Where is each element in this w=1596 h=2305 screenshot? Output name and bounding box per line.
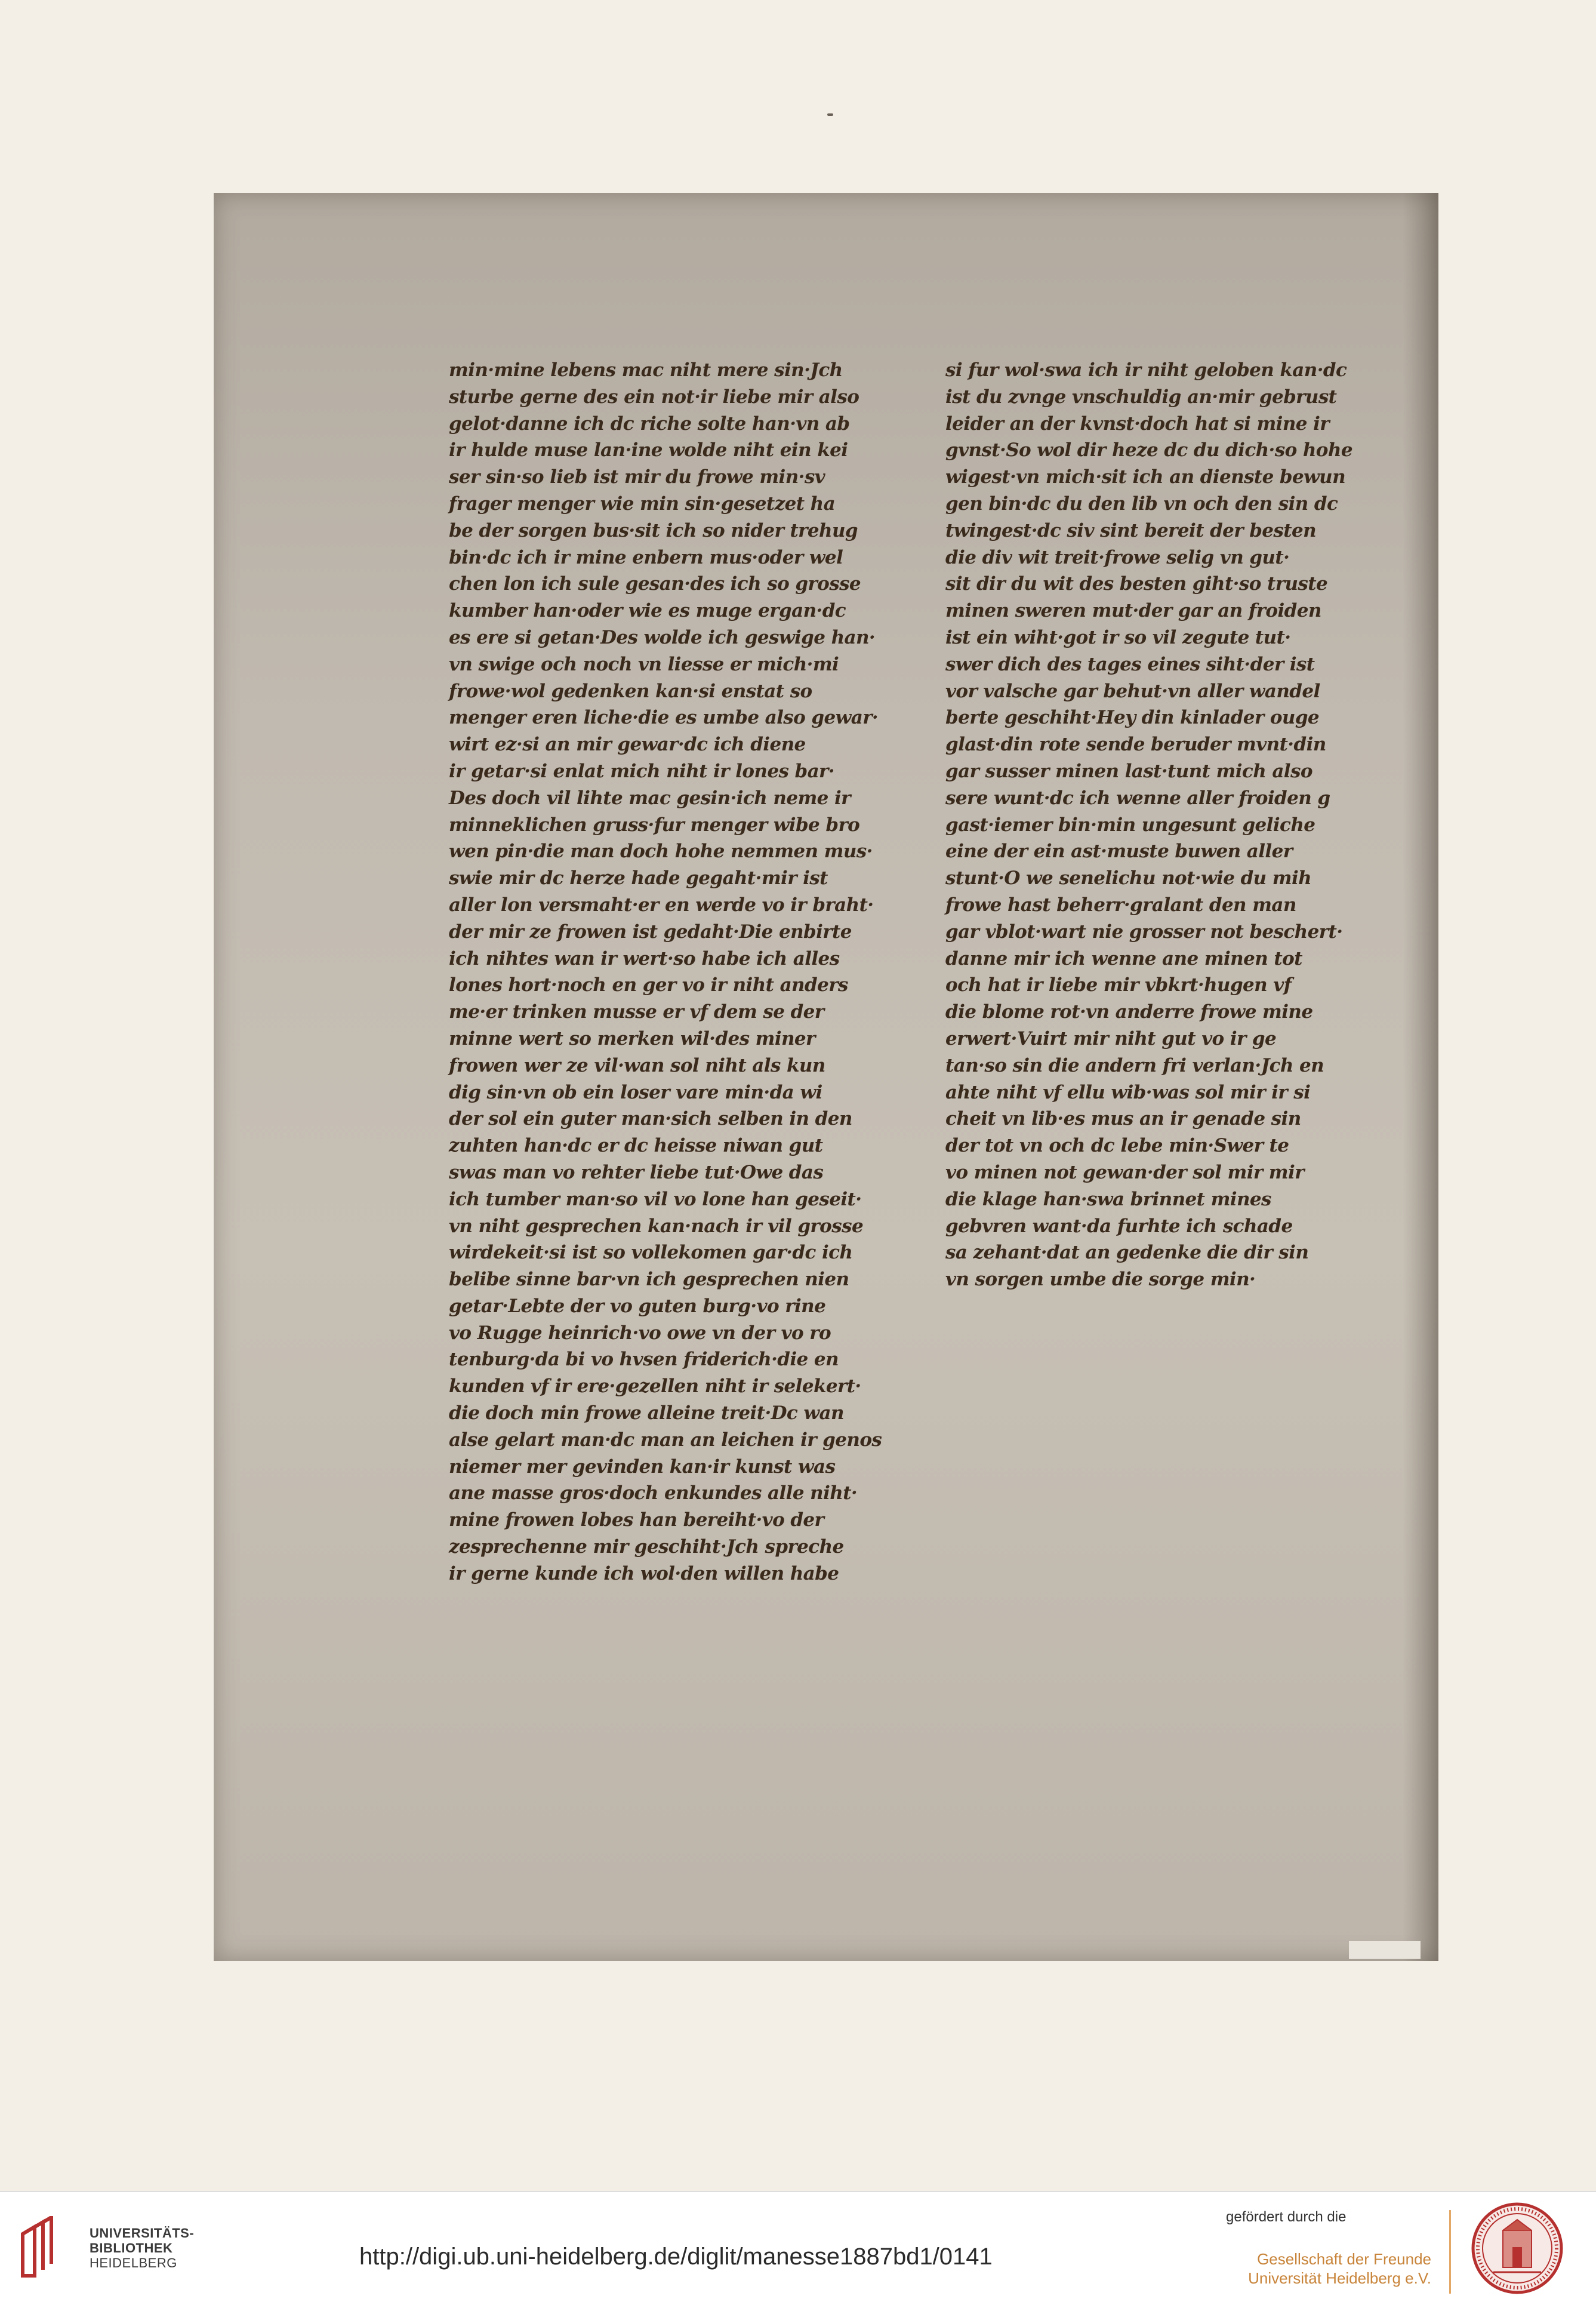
manuscript-line: ir hulde muse lan·ine wolde niht ein kei <box>449 439 848 461</box>
manuscript-line: wen pin·die man doch hohe nemmen mus· <box>449 841 873 863</box>
manuscript-line: ir getar·si enlat mich niht ir lones bar· <box>449 760 834 782</box>
manuscript-line: chen lon ich sule gesan·des ich so grosse <box>449 573 861 595</box>
manuscript-line: frowe·wol gedenken kan·si enstat so <box>449 680 812 702</box>
manuscript-line: stunt·O we senelichu not·wie du mih <box>945 867 1312 890</box>
manuscript-line: gelot·danne ich dc riche solte han·vn ab <box>449 413 850 435</box>
manuscript-line: kumber han·oder wie es muge ergan·dc <box>449 600 846 622</box>
manuscript-line: der tot vn och dc lebe min·Swer te <box>945 1135 1289 1157</box>
manuscript-line: die div wit treit·frowe selig vn gut· <box>945 546 1290 568</box>
manuscript-line: menger eren liche·die es umbe also gewar· <box>449 707 879 729</box>
manuscript-line: swie mir dc herze hade gegaht·mir ist <box>449 867 828 890</box>
manuscript-line: erwert·Vuirt mir niht gut vo ir ge <box>945 1027 1277 1050</box>
manuscript-line: gar susser minen last·tunt mich also <box>945 760 1312 782</box>
manuscript-line: twingest·dc siv sint bereit der besten <box>945 519 1317 541</box>
manuscript-line: frager menger wie min sin·gesetzet ha <box>449 493 836 515</box>
manuscript-left-column <box>449 357 926 1587</box>
manuscript-line: belibe sinne bar·vn ich gesprechen nien <box>449 1269 849 1291</box>
library-name-line3: HEIDELBERG <box>90 2255 177 2270</box>
sponsor-name-line2: Universität Heidelberg e.V. <box>1248 2269 1431 2287</box>
manuscript-line: och hat ir liebe mir vbkrt·hugen vf <box>945 974 1292 996</box>
manuscript-line: die blome rot·vn anderre frowe mine <box>945 1001 1313 1023</box>
manuscript-line: gast·iemer bin·min ungesunt geliche <box>945 814 1315 836</box>
university-seal-icon <box>1469 2201 1565 2296</box>
manuscript-line: ich nihtes wan ir wert·so habe ich alles <box>449 947 840 970</box>
library-name-line1: UNIVERSITÄTS- <box>90 2226 195 2241</box>
manuscript-line: me·er trinken musse er vf dem se der <box>449 1001 824 1023</box>
manuscript-line: vor valsche gar behut·vn aller wandel <box>945 680 1320 702</box>
sponsor-intro: gefördert durch die <box>1226 2209 1347 2225</box>
manuscript-line: minen sweren mut·der gar an froiden <box>945 600 1321 622</box>
manuscript-line: lones hort·noch en ger vo ir niht anders <box>449 974 848 996</box>
manuscript-line: swer dich des tages eines siht·der ist <box>945 653 1315 675</box>
manuscript-line: glast·din rote sende beruder mvnt·din <box>945 734 1326 756</box>
manuscript-line: wigest·vn mich·sit ich an dienste bewun <box>945 466 1346 488</box>
manuscript-line: frowen wer ze vil·wan sol niht als kun <box>449 1054 825 1076</box>
manuscript-line: ahte niht vf ellu wib·was sol mir ir si <box>945 1081 1311 1103</box>
manuscript-line: ist du zvnge vnschuldig an·mir gebrust <box>945 386 1337 408</box>
manuscript-line: mine frowen lobes han bereiht·vo der <box>449 1509 824 1531</box>
manuscript-line: min·mine lebens mac niht mere sin·Jch <box>449 359 843 381</box>
permalink-url[interactable]: http://digi.ub.uni-heidelberg.de/diglit/manesse1887bd1/0141 <box>359 2244 993 2270</box>
manuscript-line: es ere si getan·Des wolde ich geswige han· <box>449 626 876 648</box>
manuscript-line: si fur wol·swa ich ir niht geloben kan·dc <box>945 359 1347 381</box>
manuscript-line: ane masse gros·doch enkundes alle niht· <box>449 1482 858 1504</box>
manuscript-line: niemer mer gevinden kan·ir kunst was <box>449 1455 836 1478</box>
manuscript-line: minneklichen gruss·fur menger wibe bro <box>449 814 860 836</box>
manuscript-line: gvnst·So wol dir heze dc du dich·so hohe <box>945 439 1352 461</box>
manuscript-right-column <box>945 357 1381 1293</box>
manuscript-line: sturbe gerne des ein not·ir liebe mir also <box>449 386 859 408</box>
manuscript-line: swas man vo rehter liebe tut·Owe das <box>449 1161 824 1183</box>
manuscript-line: eine der ein ast·muste buwen aller <box>945 841 1293 863</box>
manuscript-line: berte geschiht·Hey din kinlader ouge <box>945 707 1320 729</box>
manuscript-line: zuhten han·dc er dc heisse niwan gut <box>449 1135 823 1157</box>
sponsor-name <box>1222 2249 1431 2288</box>
manuscript-line: ich tumber man·so vil vo lone han geseit· <box>449 1188 862 1210</box>
manuscript-line: tenburg·da bi vo hvsen friderich·die en <box>449 1349 839 1371</box>
manuscript-line: tan·so sin die andern fri verlan·Jch en <box>945 1054 1324 1076</box>
sponsor-name-line1: Gesellschaft der Freunde <box>1257 2250 1431 2268</box>
manuscript-line: kunden vf ir ere·gezellen niht ir selekert· <box>449 1375 861 1398</box>
manuscript-line: die klage han·swa brinnet mines <box>945 1188 1271 1210</box>
manuscript-line: zesprechenne mir geschiht·Jch spreche <box>449 1536 844 1558</box>
manuscript-line: alse gelart man·dc man an leichen ir genos <box>449 1429 882 1451</box>
manuscript-line: getar·Lebte der vo guten burg·vo rine <box>449 1295 826 1317</box>
library-name <box>90 2226 194 2270</box>
footer-divider <box>1449 2210 1451 2294</box>
manuscript-line: ist ein wiht·got ir so vil zegute tut· <box>945 626 1291 648</box>
footer-bar <box>0 2191 1596 2305</box>
manuscript-line: sere wunt·dc ich wenne aller froiden g <box>945 787 1330 809</box>
manuscript-line: minne wert so merken wil·des miner <box>449 1027 815 1050</box>
manuscript-line: leider an der kvnst·doch hat si mine ir <box>945 413 1329 435</box>
manuscript-line: der mir ze frowen ist gedaht·Die enbirte <box>449 921 852 943</box>
manuscript-line: vo Rugge heinrich·vo owe vn der vo ro <box>449 1322 831 1344</box>
manuscript-line: der sol ein guter man·sich selben in den <box>449 1108 852 1130</box>
manuscript-line: wirt ez·si an mir gewar·dc ich diene <box>449 734 806 756</box>
manuscript-line: gar vblot·wart nie grosser not beschert· <box>945 921 1343 943</box>
manuscript-line: dig sin·vn ob ein loser vare min·da wi <box>449 1081 822 1103</box>
university-library-logo-icon <box>17 2216 57 2281</box>
manuscript-line: vn sorgen umbe die sorge min· <box>945 1269 1256 1291</box>
manuscript-line: danne mir ich wenne ane minen tot <box>945 947 1302 970</box>
manuscript-line: aller lon versmaht·er en werde vo ir braht· <box>449 894 874 916</box>
manuscript-line: ir gerne kunde ich wol·den willen habe <box>449 1562 839 1584</box>
manuscript-line: sa zehant·dat an gedenke die dir sin <box>945 1242 1309 1264</box>
manuscript-line: sit dir du wit des besten giht·so truste <box>945 573 1328 595</box>
manuscript-line: gen bin·dc du den lib vn och den sin dc <box>945 493 1338 515</box>
manuscript-line: be der sorgen bus·sit ich so nider trehug <box>449 519 858 541</box>
plate-corner-tab <box>1349 1941 1421 1959</box>
dust-mark <box>827 113 833 116</box>
library-name-line2: BIBLIOTHEK <box>90 2241 173 2255</box>
manuscript-line: vn niht gesprechen kan·nach ir vil grosse <box>449 1215 864 1237</box>
manuscript-line: Des doch vil lihte mac gesin·ich neme ir <box>449 787 851 809</box>
manuscript-line: bin·dc ich ir mine enbern mus·oder wel <box>449 546 843 568</box>
manuscript-line: vo minen not gewan·der sol mir mir <box>945 1161 1304 1183</box>
manuscript-line: frowe hast beherr·gralant den man <box>945 894 1296 916</box>
manuscript-line: die doch min frowe alleine treit·Dc wan <box>449 1402 844 1424</box>
manuscript-line: ser sin·so lieb ist mir du frowe min·sv <box>449 466 825 488</box>
manuscript-line: cheit vn lib·es mus an ir genade sin <box>945 1108 1301 1130</box>
manuscript-line: vn swige och noch vn liesse er mich·mi <box>449 653 839 675</box>
plate-shadow <box>1403 193 1438 1961</box>
manuscript-line: gebvren want·da furhte ich schade <box>945 1215 1293 1237</box>
manuscript-line: wirdekeit·si ist so vollekomen gar·dc ich <box>449 1242 853 1264</box>
